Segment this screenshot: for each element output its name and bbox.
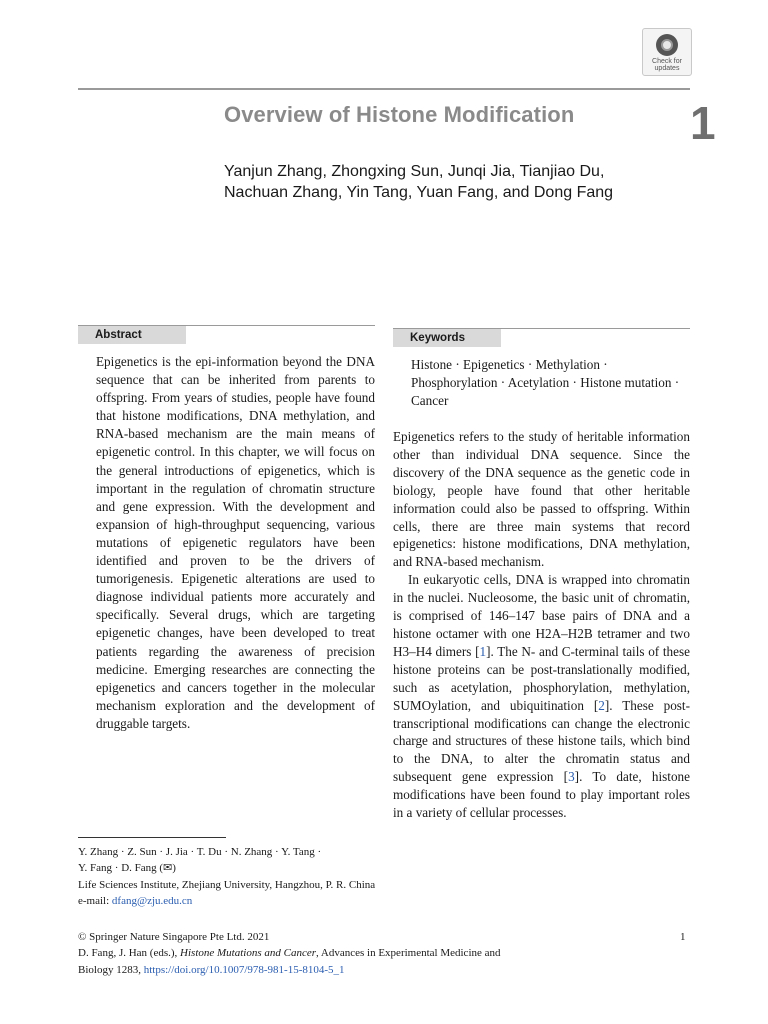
check-for-updates-label: Check for updates [652,58,682,72]
abstract-heading: Abstract [78,326,186,344]
citation-line: D. Fang, J. Han (eds.), Histone Mutations and Cancer, Advances in Experimental Medicine and [78,947,501,960]
copyright-line: © Springer Nature Singapore Pte Ltd. 2021 [78,931,270,943]
body-text [393,428,690,822]
footnote-affiliation: Life Sciences Institute, Zhejiang University, Hangzhou, P. R. China [78,878,376,891]
chapter-authors [224,161,684,203]
chapter-title: Overview of Histone Modification [224,102,575,127]
footnote-authors-line-2: Y. Fang · D. Fang (✉) [78,862,176,875]
book-title: Histone Mutations and Cancer [180,947,317,960]
email-link[interactable]: dfang@zju.edu.cn [111,894,193,907]
authors-line-1: Yanjun Zhang, Zhongxing Sun, Junqi Jia, Tianjiao Du, [224,163,605,180]
header-rule [78,88,690,90]
citation-3-link[interactable]: 3 [568,769,575,785]
copyright-block [78,929,690,978]
footnote-rule [78,837,226,838]
body-paragraph-2: In eukaryotic cells, DNA is wrapped into chromatin in the nuclei. Nucleosome, the basic unit of chromatin, is comprised of 146–147 base pairs of DNA and a histone octamer with one H2A–H2B tetramer and two H3–H4 dimers [1]. The N- and C-terminal tails of these histone proteins can be post-translationally modified, such as acetylation, phosphorylation, methylation, SUMOylation, and ubiquitination [2]. These post-transcriptional modifications can change the electronic charge and structures of these histone tails, which bind to the DNA, to alter the chromatin status and subsequent gene expression [3]. To date, histone modifications have been found to play important roles in a variety of cellular processes. [393,572,690,821]
page-number: 1 [680,931,686,943]
abstract-text: Epigenetics is the epi-information beyond the DNA sequence that can be inherited from parents to offspring. From years of studies, people have found that histone modifications, DNA methylation, and RNA-based mechanism are the main means of epigenetic control. In this chapter, we will focus on the general introductions of epigenetics, which is important in the regulation of chromatin structure and gene expression. With the development and expansion of high-throughput sequencing, various mutations of epigenetic regulators have been identified and proven to be the drivers of tumorigenesis. Epigenetic alterations are used to diagnose individual patients more accurately and specifically. Several drugs, which are targeting epigenetic changes, have been developed to treat patients regarding the awareness of precision medicine. Emerging researches are connecting the epigenetics and cancers together in the molecular mechanism exploration and the development of druggable targets. [96,354,375,731]
doi-link[interactable]: https://doi.org/10.1007/978-981-15-8104-5_1 [143,963,345,976]
keywords-text: Histone · Epigenetics · Methylation · Phosphorylation · Acetylation · Histone mutation · Cancer [411,357,680,408]
citation-2-link[interactable]: 2 [598,697,605,713]
doi-line: Biology 1283, https://doi.org/10.1007/978-981-15-8104-5_1 [78,963,345,976]
footnote-authors-line-1: Y. Zhang · Z. Sun · J. Jia · T. Du · N. Zhang · Y. Tang · [78,846,322,858]
check-for-updates-icon [656,34,678,56]
footnote-email-row: e-mail: dfang@zju.edu.cn [78,894,193,907]
author-footnote [78,844,378,909]
chapter-number: 1 [690,97,716,149]
body-paragraph-1: Epigenetics refers to the study of heritable information other than individual DNA sequence. Since the discovery of the DNA sequence as the genetic code in biology, people have found that other heritable information could also be passed to offspring. Within cells, there are three main systems that record epigenetics: histone modifications, DNA methylation, and RNA-based mechanism. [393,429,690,570]
check-for-updates-badge[interactable] [642,28,692,76]
authors-line-2: Nachuan Zhang, Yin Tang, Yuan Fang, and Dong Fang [224,184,614,201]
citation-1-link[interactable]: 1 [479,643,487,659]
keywords-heading: Keywords [393,329,501,347]
